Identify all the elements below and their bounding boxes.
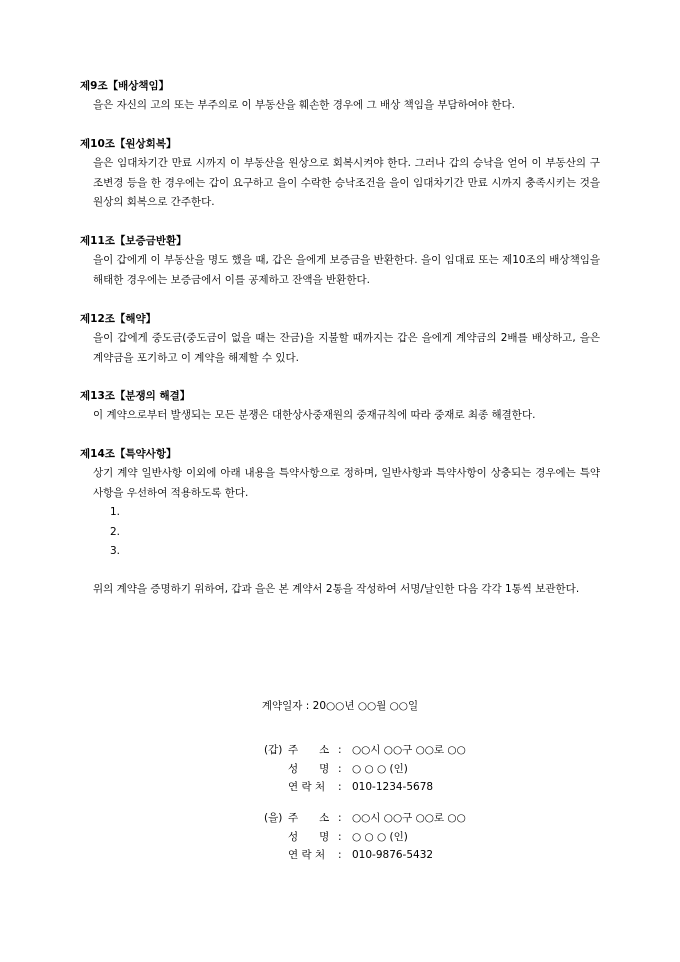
- contact-value: 010-9876-5432: [352, 849, 434, 861]
- party-address-row: [264, 809, 564, 828]
- article-title: 제12조【해약】: [80, 313, 157, 325]
- colon: :: [338, 812, 342, 824]
- contract-date: 계약일자 : 20○○년 ○○월 ○○일: [261, 700, 419, 712]
- field-label: 주 소: [288, 744, 330, 756]
- article-body: 을이 갑에게 중도금(중도금이 없을 때는 잔금)을 지불할 때까지는 갑은 을에게 계약금의 2배를 배상하고, 을은 계약금을 포기하고 이 계약을 해제할 수 있다.: [93, 332, 600, 364]
- list-item: 1.: [110, 506, 121, 518]
- party-landlord: [264, 741, 564, 797]
- article-body: 을은 자신의 고의 또는 부주의로 이 부동산을 훼손한 경우에 그 배상 책임을 부담하여야 한다.: [93, 99, 516, 111]
- article-body: 을은 임대차기간 만료 시까지 이 부동산을 원상으로 회복시켜야 한다. 그러나 갑의 승낙을 얻어 이 부동산의 구조변경 등을 한 경우에는 갑이 요구하고 을이 수락한 승낙조건을 을이 임대차기간 만료 시까지 충족시키는 것을 원상의 회복으로 간주한다.: [93, 157, 600, 208]
- party-name-row: [264, 760, 564, 779]
- article-11: [80, 232, 600, 290]
- colon: :: [338, 849, 342, 861]
- party-name-row: [264, 828, 564, 847]
- field-label: 주 소: [288, 812, 330, 824]
- article-10: [80, 135, 600, 213]
- article-title: 제13조【분쟁의 해결】: [80, 390, 191, 402]
- field-label: 성 명: [288, 762, 330, 775]
- article-body: 상기 계약 일반사항 이외에 아래 내용을 특약사항으로 정하며, 일반사항과 특약사항이 상충되는 경우에는 특약사항을 우선하여 적용하도록 한다.: [93, 467, 600, 499]
- article-13: [80, 387, 600, 426]
- field-label: 연 락 처: [288, 849, 326, 861]
- field-label: 연 락 처: [288, 781, 326, 793]
- closing-statement: 위의 계약을 증명하기 위하여, 갑과 을은 본 계약서 2통을 작성하여 서명/날인한 다음 각각 1통씩 보관한다.: [93, 583, 580, 595]
- address-value: ○○시 ○○구 ○○로 ○○: [352, 744, 466, 756]
- article-9: [80, 77, 600, 116]
- article-12: [80, 310, 600, 368]
- name-value: ○ ○ ○ (인): [352, 762, 408, 775]
- party-label: (을): [264, 812, 283, 824]
- colon: :: [338, 744, 342, 756]
- party-contact-row: [264, 846, 564, 865]
- colon: :: [338, 762, 342, 775]
- list-item: 2.: [110, 525, 121, 538]
- article-14: [80, 445, 600, 562]
- party-address-row: [264, 741, 564, 760]
- article-body: 이 계약으로부터 발생되는 모든 분쟁은 대한상사중재원의 중재규칙에 따라 중재로 최종 해결한다.: [93, 409, 536, 421]
- party-tenant: [264, 809, 564, 865]
- colon: :: [338, 781, 342, 793]
- party-label: (갑): [264, 744, 283, 756]
- party-contact-row: [264, 778, 564, 797]
- list-item: 3.: [110, 545, 121, 557]
- name-value: ○ ○ ○ (인): [352, 830, 408, 843]
- article-body: 을이 갑에게 이 부동산을 명도 했을 때, 갑은 을에게 보증금을 반환한다. 을이 임대료 또는 제10조의 배상책임을 해태한 경우에는 보증금에서 이를 공제하고 잔액을 반환한다.: [93, 254, 600, 286]
- article-title: 제14조【특약사항】: [80, 448, 177, 460]
- contact-value: 010-1234-5678: [352, 781, 434, 793]
- article-title: 제10조【원상회복】: [80, 138, 177, 150]
- field-label: 성 명: [288, 830, 330, 843]
- special-items-list: [80, 503, 600, 562]
- article-title: 제11조【보증금반환】: [80, 235, 187, 247]
- address-value: ○○시 ○○구 ○○로 ○○: [352, 812, 466, 824]
- colon: :: [338, 830, 342, 843]
- article-title: 제9조【배상책임】: [80, 80, 170, 92]
